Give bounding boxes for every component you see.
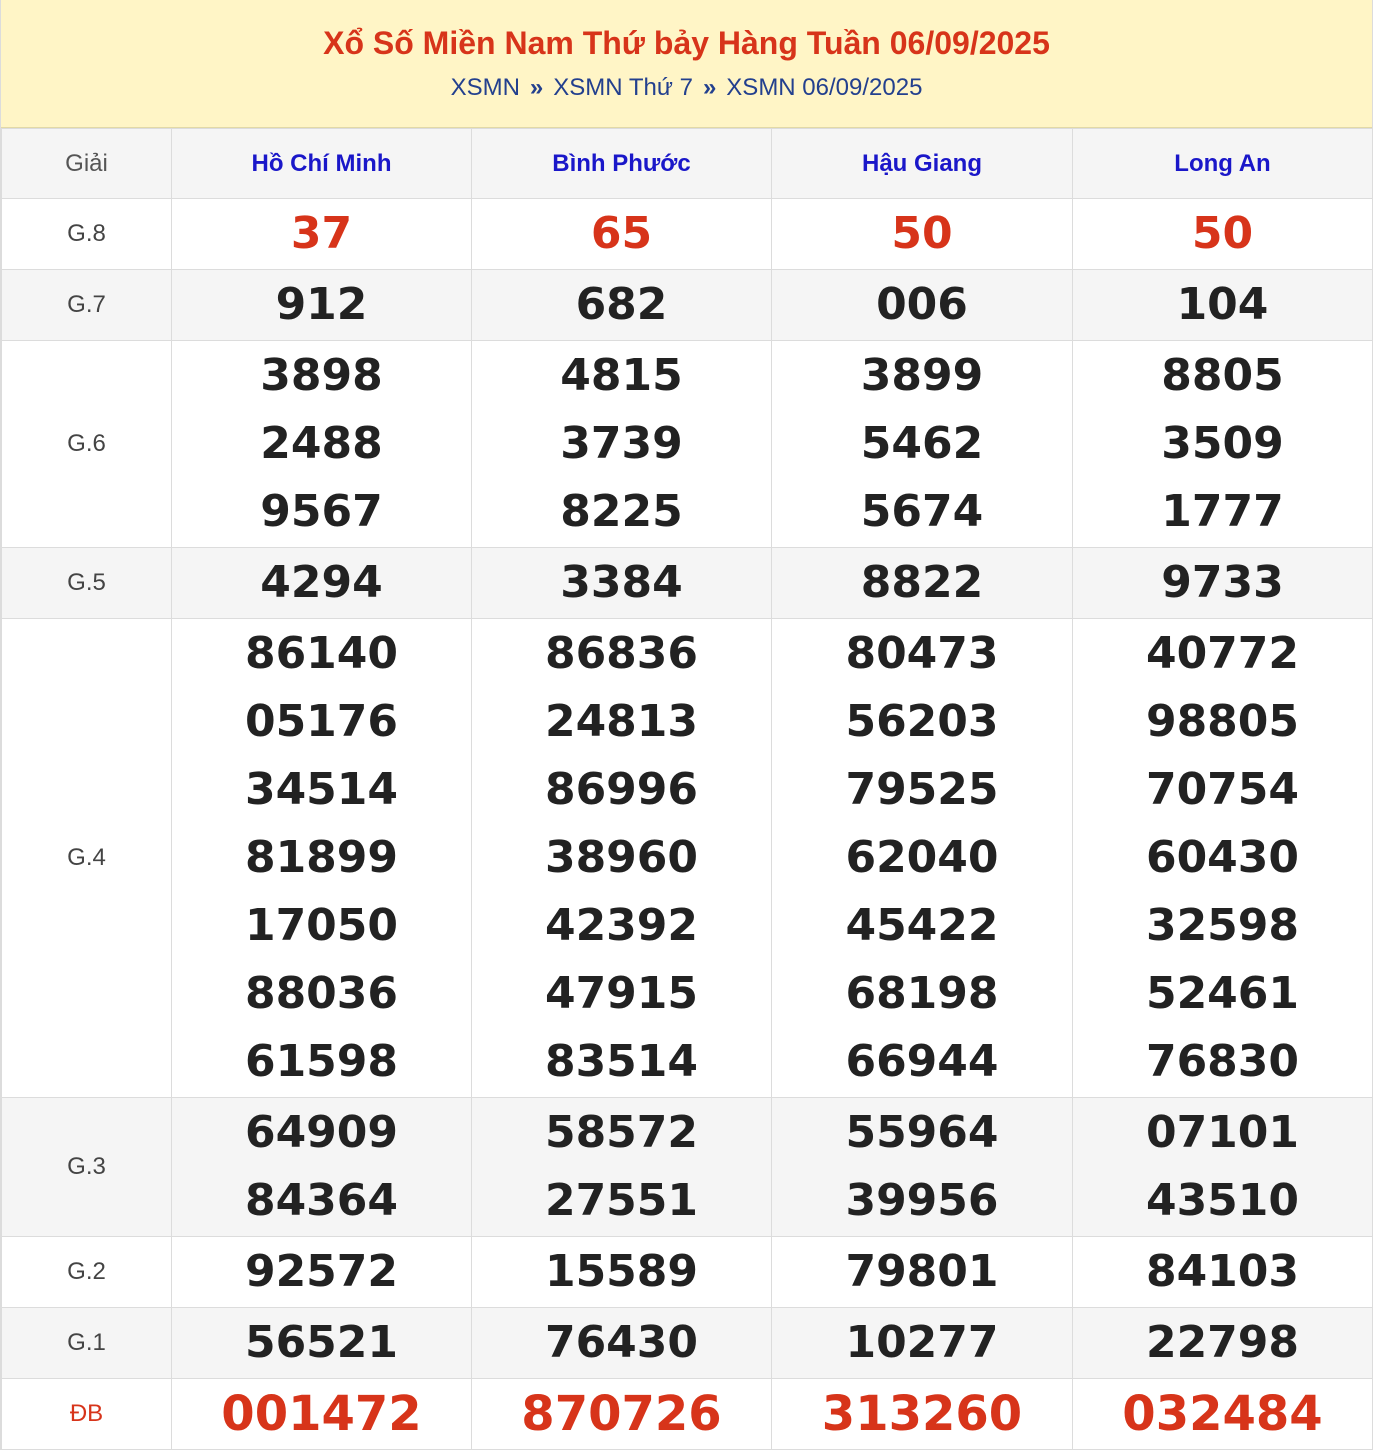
prize-row [2,1098,1373,1237]
result-number: 3384 [560,557,683,608]
result-number: 07101 [1145,1107,1300,1158]
result-number: 68198 [845,968,999,1019]
result-number: 8822 [860,557,984,608]
result-number: 58572 [544,1107,699,1158]
result-number: 006 [876,279,968,330]
result-cell [772,1379,1073,1450]
result-cell [772,1098,1073,1237]
result-number: 66944 [845,1036,999,1087]
result-cell [472,199,772,270]
result-cell [172,341,472,548]
result-number: 8805 [1161,350,1284,401]
result-number: 27551 [544,1175,699,1226]
result-cell [172,1237,472,1308]
prize-row [2,1379,1373,1450]
result-number: 4815 [560,350,683,401]
result-number: 15589 [544,1246,699,1297]
result-number: 98805 [1145,696,1300,747]
result-cell [172,1308,472,1379]
prize-label: G.4 [2,619,172,1098]
result-number: 34514 [244,764,399,815]
result-cell [472,1379,772,1450]
result-cell [772,199,1073,270]
breadcrumb-xsmn-link[interactable]: XSMN [450,74,520,101]
result-number: 92572 [244,1246,399,1297]
result-cell [1073,1098,1373,1237]
result-cell [472,341,772,548]
result-cell [1073,270,1373,341]
result-number: 81899 [244,832,399,883]
result-number: 45422 [845,900,999,951]
result-number: 65 [590,208,653,259]
result-cell [472,548,772,619]
prize-row [2,619,1373,1098]
result-number: 70754 [1145,764,1300,815]
prize-label: G.2 [2,1237,172,1308]
result-cell [172,270,472,341]
result-number: 3739 [560,418,683,469]
result-number: 3898 [260,350,383,401]
breadcrumb-xsmn-date-link[interactable]: XSMN 06/09/2025 [726,74,923,101]
result-number: 52461 [1145,968,1300,1019]
result-number: 4294 [260,557,383,608]
prize-rows [2,199,1373,1450]
result-number: 682 [575,279,668,330]
result-cell [472,1308,772,1379]
result-cell [472,270,772,341]
result-number: 24813 [544,696,699,747]
result-number: 84103 [1145,1246,1300,1297]
result-number: 47915 [544,968,699,1019]
result-number: 40772 [1145,628,1300,679]
result-number: 37 [290,208,353,259]
result-number: 50 [891,208,953,259]
result-cell [772,548,1073,619]
prize-row [2,1237,1373,1308]
breadcrumb-xsmn-thu7-link[interactable]: XSMN Thứ 7 [553,74,693,101]
prize-row [2,548,1373,619]
result-number: 9733 [1161,557,1284,608]
result-cell [172,619,472,1098]
page-title: Xổ Số Miền Nam Thứ bảy Hàng Tuần 06/09/2025 [323,25,1050,61]
result-cell [172,548,472,619]
result-number: 56203 [845,696,999,747]
result-number: 62040 [845,832,999,883]
result-number: 5674 [860,486,984,537]
result-number: 1777 [1161,486,1284,537]
result-number: 76430 [544,1317,699,1368]
result-number: 313260 [821,1386,1023,1442]
result-number: 79801 [845,1246,999,1297]
result-cell [1073,1379,1373,1450]
prize-label: ĐB [2,1379,172,1450]
result-number: 42392 [544,900,699,951]
result-cell [172,1098,472,1237]
prize-label: G.6 [2,341,172,548]
result-number: 86996 [544,764,699,815]
result-number: 64909 [244,1107,399,1158]
result-cell [772,270,1073,341]
result-number: 104 [1176,279,1269,330]
result-number: 9567 [260,486,383,537]
prize-row [2,341,1373,548]
result-number: 50 [1191,208,1254,259]
result-number: 5462 [860,418,984,469]
prize-row [2,199,1373,270]
result-cell [772,1308,1073,1379]
table-header-row [2,129,1373,199]
results-table [1,128,1373,1450]
result-number: 84364 [244,1175,399,1226]
breadcrumb-separator: » [529,74,544,101]
result-cell [772,619,1073,1098]
result-number: 76830 [1145,1036,1300,1087]
prize-row [2,1308,1373,1379]
result-number: 83514 [544,1036,699,1087]
breadcrumb [1,74,1372,102]
result-cell [1073,1237,1373,1308]
result-number: 39956 [845,1175,999,1226]
result-cell [472,619,772,1098]
result-cell [1073,1308,1373,1379]
result-number: 86836 [544,628,699,679]
prize-row [2,270,1373,341]
result-cell [472,1237,772,1308]
result-cell [1073,341,1373,548]
province-header[interactable]: Hậu Giang [772,129,1073,199]
result-cell [1073,619,1373,1098]
result-number: 32598 [1145,900,1300,951]
result-number: 86140 [244,628,399,679]
result-number: 80473 [845,628,999,679]
province-header[interactable]: Hồ Chí Minh [172,129,472,199]
result-number: 870726 [521,1386,722,1442]
result-cell [172,1379,472,1450]
prize-label: G.5 [2,548,172,619]
breadcrumb-separator: » [702,74,717,101]
result-cell [1073,548,1373,619]
prize-label: G.3 [2,1098,172,1237]
result-number: 2488 [260,418,383,469]
result-cell [772,1237,1073,1308]
result-number: 43510 [1145,1175,1300,1226]
results-header [1,0,1372,128]
province-header[interactable]: Bình Phước [472,129,772,199]
prize-label: G.1 [2,1308,172,1379]
result-cell [1073,199,1373,270]
result-number: 61598 [244,1036,399,1087]
result-number: 001472 [221,1386,422,1442]
result-number: 10277 [845,1317,999,1368]
province-header[interactable]: Long An [1073,129,1373,199]
result-number: 56521 [244,1317,399,1368]
result-number: 032484 [1122,1386,1323,1442]
result-number: 912 [275,279,368,330]
prize-column-header: Giải [2,129,172,199]
result-number: 8225 [560,486,683,537]
result-number: 22798 [1145,1317,1300,1368]
result-number: 79525 [845,764,999,815]
result-number: 38960 [544,832,699,883]
prize-label: G.8 [2,199,172,270]
result-number: 17050 [244,900,399,951]
result-cell [172,199,472,270]
result-number: 60430 [1145,832,1300,883]
result-number: 3509 [1161,418,1284,469]
result-number: 88036 [244,968,399,1019]
result-number: 05176 [244,696,399,747]
prize-label: G.7 [2,270,172,341]
result-cell [472,1098,772,1237]
result-cell [772,341,1073,548]
result-number: 55964 [845,1107,999,1158]
result-number: 3899 [860,350,984,401]
